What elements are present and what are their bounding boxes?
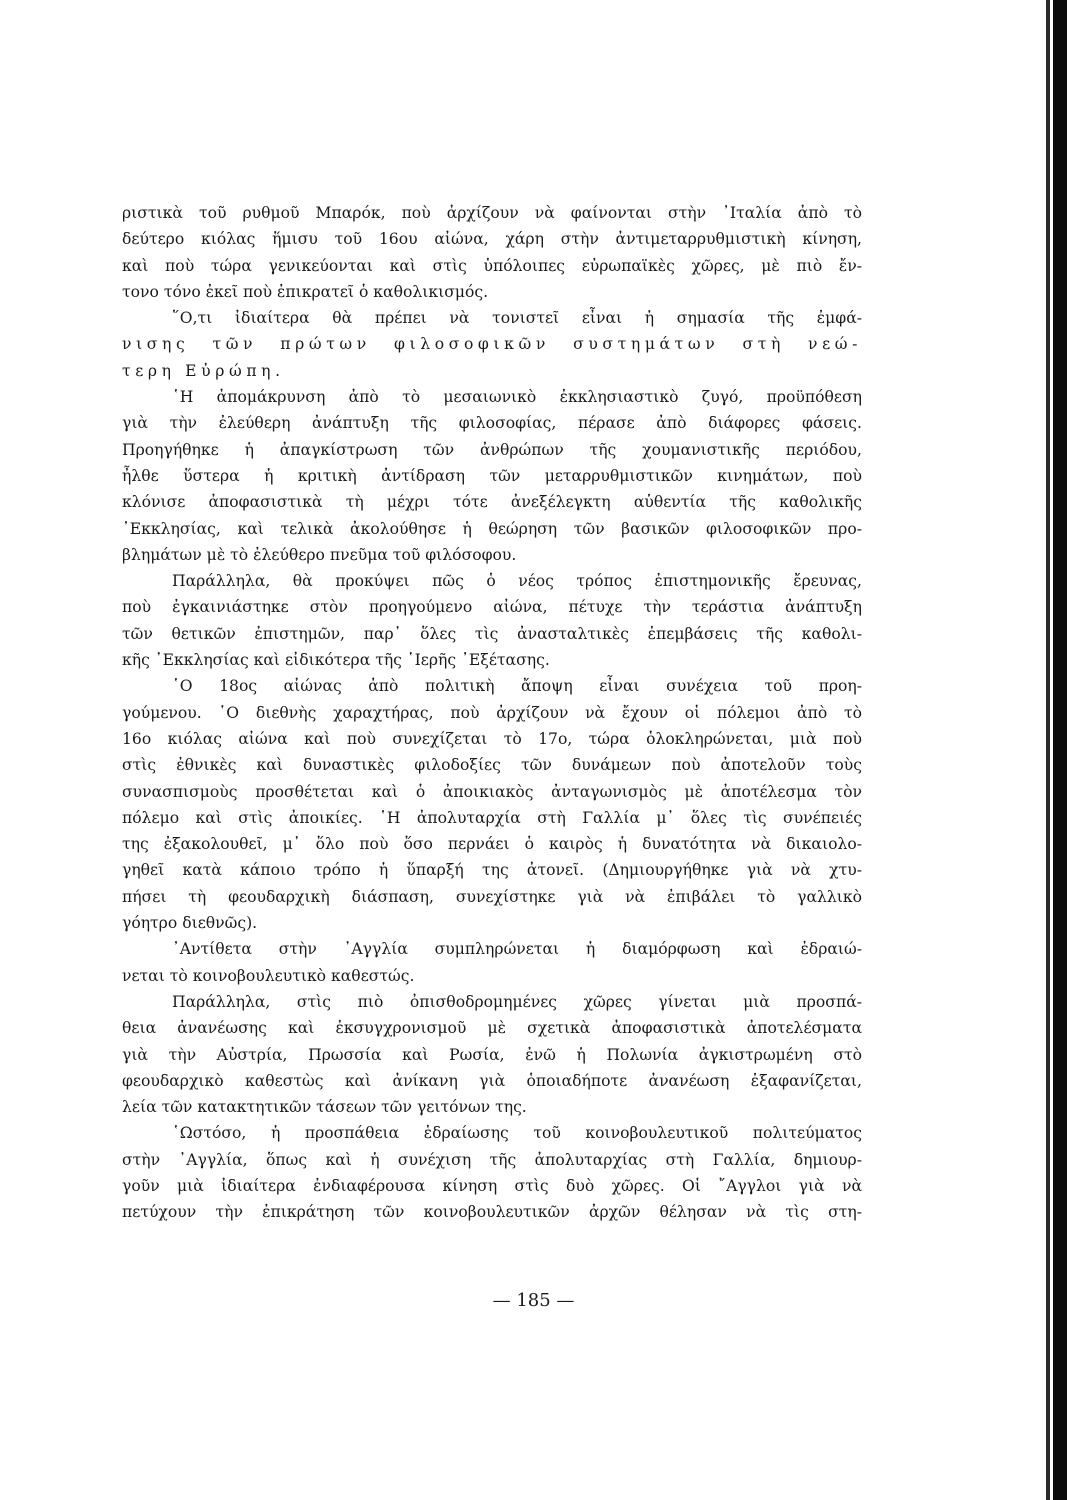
text-line: γιὰ τὴν Αὐστρία, Πρωσσία καὶ Ρωσία, ἐνῶ ἡ Πολωνία ἀγκιστρωμένη στὸ xyxy=(122,1045,862,1064)
text-line: γηθεῖ κατὰ κάποιο τρόπο ἡ ὕπαρξή της ἀτονεῖ. (Δημιουργήθηκε γιὰ νὰ χτυ- xyxy=(122,861,862,880)
text-line: Παράλληλα, θὰ προκύψει πῶς ὁ νέος τρόπος ἐπιστημονικῆς ἔρευνας, xyxy=(172,572,862,591)
body-text xyxy=(122,200,862,1226)
text-line: νισης τῶν πρώτων φιλοσοφικῶν συστημάτων στὴ νεώ- xyxy=(122,335,862,354)
text-line: πόλεμο καὶ στὶς ἀποικίες. ῾Η ἀπολυταρχία στὴ Γαλλία μ᾿ ὅλες τὶς συνέπειές xyxy=(122,808,862,827)
text-line: ἦλθε ὕστερα ἡ κριτικὴ ἀντίδραση τῶν μεταρρυθμιστικῶν κινημάτων, ποὺ xyxy=(122,466,862,485)
text-line: καὶ ποὺ τώρα γενικεύονται καὶ στὶς ὑπόλοιπες εὐρωπαϊκὲς χῶρες, μὲ πιὸ ἔν- xyxy=(122,256,862,275)
text-line: δεύτερο κιόλας ἥμισυ τοῦ 16ου αἰώνα, χάρη στὴν ἀντιμεταρρυθμιστικὴ κίνηση, xyxy=(122,230,862,249)
text-line: πετύχουν τὴν ἐπικράτηση τῶν κοινοβουλευτικῶν ἀρχῶν θέλησαν νὰ τὶς στη- xyxy=(122,1203,862,1222)
text-line: ριστικὰ τοῦ ρυθμοῦ Μπαρόκ, ποὺ ἀρχίζουν νὰ φαίνονται στὴν ᾿Ιταλία ἀπὸ τὸ xyxy=(122,204,862,222)
text-line: γόητρο διεθνῶς). xyxy=(122,914,258,933)
text-line: ῾Ο 18ος αἰώνας ἀπὸ πολιτικὴ ἄποψη εἶναι συνέχεια τοῦ προη- xyxy=(172,677,862,696)
text-line: Παράλληλα, στὶς πιὸ ὀπισθοδρομημένες χῶρες γίνεται μιὰ προσπά- xyxy=(172,992,862,1011)
text-line: ῞Ο,τι ἰδιαίτερα θὰ πρέπει νὰ τονιστεῖ εἶναι ἡ σημασία τῆς ἐμφά- xyxy=(172,309,862,328)
text-line: πήσει τὴ φεουδαρχικὴ διάσπαση, συνεχίστηκε γιὰ νὰ ἐπιβάλει τὸ γαλλικὸ xyxy=(122,887,862,906)
scan-edge-inner xyxy=(1046,0,1050,1500)
text-line: λεία τῶν κατακτητικῶν τάσεων τῶν γειτόνων της. xyxy=(122,1098,527,1117)
text-line: τερη Εὐρώπη. xyxy=(122,361,285,380)
text-line: ῾Ωστόσο, ἡ προσπάθεια ἑδραίωσης τοῦ κοινοβουλευτικοῦ πολιτεύματος xyxy=(172,1124,862,1143)
text-line: ᾿Εκκλησίας, καὶ τελικὰ ἀκολούθησε ἡ θεώρηση τῶν βασικῶν φιλοσοφικῶν προ- xyxy=(122,519,862,538)
text-line: κῆς ᾿Εκκλησίας καὶ εἰδικότερα τῆς ῾Ιερῆς ᾿Εξέτασης. xyxy=(122,651,550,670)
text-line: τονο τόνο ἐκεῖ ποὺ ἐπικρατεῖ ὁ καθολικισμός. xyxy=(122,282,489,301)
text-line: ποὺ ἐγκαινιάστηκε στὸν προηγούμενο αἰώνα, πέτυχε τὴν τεράστια ἀνάπτυξη xyxy=(122,598,862,617)
page-number: — 185 — xyxy=(492,1290,575,1311)
text-line: Προηγήθηκε ἡ ἀπαγκίστρωση τῶν ἀνθρώπων τῆς χουμανιστικῆς περιόδου, xyxy=(122,440,862,459)
text-line: θεια ἀνανέωσης καὶ ἐκσυγχρονισμοῦ μὲ σχετικὰ ἀποφασιστικὰ ἀποτελέσματα xyxy=(122,1019,862,1038)
text-line: τῶν θετικῶν ἐπιστημῶν, παρ᾿ ὅλες τὶς ἀνασταλτικὲς ἐπεμβάσεις τῆς καθολι- xyxy=(122,624,862,643)
text-line: στὶς ἐθνικὲς καὶ δυναστικὲς φιλοδοξίες τῶν δυνάμεων ποὺ ἀποτελοῦν τοὺς xyxy=(122,756,862,775)
text-line: νεται τὸ κοινοβουλευτικὸ καθεστώς. xyxy=(122,966,415,985)
scan-edge-bar xyxy=(1053,0,1067,1500)
text-line: στὴν ᾿Αγγλία, ὅπως καὶ ἡ συνέχιση τῆς ἀπολυταρχίας στὴ Γαλλία, δημιουρ- xyxy=(122,1150,862,1169)
text-line: βλημάτων μὲ τὸ ἐλεύθερο πνεῦμα τοῦ φιλόσοφου. xyxy=(122,545,517,564)
text-line: ᾿Αντίθετα στὴν ᾿Αγγλία συμπληρώνεται ἡ διαμόρφωση καὶ ἑδραιώ- xyxy=(172,940,862,959)
text-line: κλόνισε ἀποφασιστικὰ τὴ μέχρι τότε ἀνεξέλεγκτη αὐθεντία τῆς καθολικῆς xyxy=(122,493,862,512)
text-line: συνασπισμοὺς προσθέτεται καὶ ὁ ἀποικιακὸς ἀνταγωνισμὸς μὲ ἀποτέλεσμα τὸν xyxy=(122,782,862,801)
text-line: γούμενου. ῾Ο διεθνὴς χαραχτήρας, ποὺ ἀρχίζουν νὰ ἔχουν οἱ πόλεμοι ἀπὸ τὸ xyxy=(122,703,862,722)
text-line: γιὰ τὴν ἐλεύθερη ἀνάπτυξη τῆς φιλοσοφίας, πέρασε ἀπὸ διάφορες φάσεις. xyxy=(122,414,862,433)
text-line: ῾Η ἀπομάκρυνση ἀπὸ τὸ μεσαιωνικὸ ἐκκλησιαστικὸ ζυγό, προϋπόθεση xyxy=(172,388,862,407)
text-line: φεουδαρχικὸ καθεστὼς καὶ ἀνίκανη γιὰ ὁποιαδήποτε ἀνανέωση ἐξαφανίζεται, xyxy=(122,1071,862,1090)
text-line: της ἐξακολουθεῖ, μ᾿ ὅλο ποὺ ὅσο περνάει ὁ καιρὸς ἡ δυνατότητα νὰ δικαιολο- xyxy=(122,835,862,854)
text-line: 16ο κιόλας αἰώνα καὶ ποὺ συνεχίζεται τὸ 17ο, τώρα ὁλοκληρώνεται, μιὰ ποὺ xyxy=(122,729,862,748)
text-line: γοῦν μιὰ ἰδιαίτερα ἐνδιαφέρουσα κίνηση στὶς δυὸ χῶρες. Οἱ ῎Αγγλοι γιὰ νὰ xyxy=(122,1176,862,1195)
